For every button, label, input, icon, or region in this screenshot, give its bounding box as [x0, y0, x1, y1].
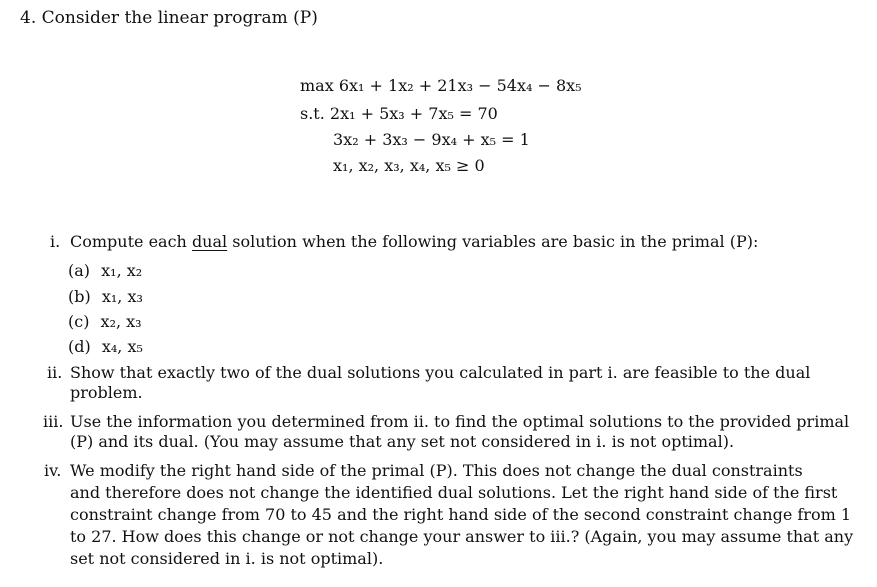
- part-iv-line-1: We modify the right hand side of the primal (P). This does not change the dual constraints: [70, 461, 803, 480]
- option-label: (d): [68, 337, 91, 356]
- part-iv-line-5: set not considered in i. is not optimal).: [70, 549, 384, 568]
- part-ii-line-2: problem.: [70, 383, 143, 402]
- option-vars: x₄, x₅: [101, 337, 143, 356]
- part-iv-line-4: to 27. How does this change or not change your answer to iii.? (Again, you may assume that any: [70, 527, 854, 546]
- part-iii-line-1: Use the information you determined from ii. to find the optimal solutions to the provided primal: [70, 412, 850, 431]
- option-vars: x₂, x₃: [100, 312, 142, 331]
- part-iii-line-2: (P) and its dual. (You may assume that any set not considered in i. is not optimal).: [70, 432, 735, 451]
- option-b: [68, 287, 143, 306]
- part-i-underlined: dual: [191, 232, 228, 251]
- part-i-text-after: solution when the following variables are basic in the primal (P):: [227, 232, 759, 251]
- option-vars: x₁, x₃: [101, 287, 143, 306]
- lp-nonnegativity: x₁, x₂, x₃, x₄, x₅ ≥ 0: [333, 156, 485, 175]
- part-iii-label: iii.: [43, 412, 64, 431]
- option-c: [68, 312, 142, 331]
- part-i-text: [70, 232, 758, 251]
- question-heading: [20, 8, 318, 28]
- option-a: [68, 261, 142, 280]
- part-ii-label: ii.: [47, 363, 63, 382]
- option-d: [68, 337, 143, 356]
- lp-objective: max 6x₁ + 1x₂ + 21x₃ − 54x₄ − 8x₅: [300, 76, 582, 95]
- question-title: Consider the linear program (P): [41, 8, 318, 28]
- lp-constraint-1: s.t. 2x₁ + 5x₃ + 7x₅ = 70: [300, 104, 498, 123]
- part-iv-line-3: constraint change from 70 to 45 and the right hand side of the second constraint change from 1: [70, 505, 852, 524]
- part-iv-line-2: and therefore does not change the identified dual solutions. Let the right hand side of the first: [70, 483, 838, 502]
- option-vars: x₁, x₂: [101, 261, 143, 280]
- option-label: (c): [68, 312, 90, 331]
- option-label: (b): [68, 287, 91, 306]
- part-i-text-before: Compute each: [70, 232, 192, 251]
- part-ii-line-1: Show that exactly two of the dual solutions you calculated in part i. are feasible to the dual: [70, 363, 811, 382]
- part-iv-label: iv.: [44, 461, 62, 480]
- lp-constraint-2: 3x₂ + 3x₃ − 9x₄ + x₅ = 1: [333, 130, 530, 149]
- option-label: (a): [68, 261, 91, 280]
- question-number: 4.: [20, 8, 37, 28]
- part-i-label: i.: [50, 232, 61, 251]
